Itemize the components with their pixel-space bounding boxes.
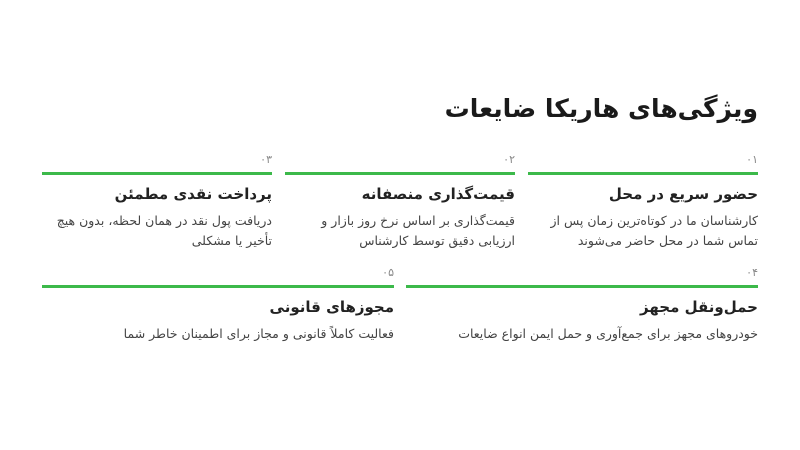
accent-divider: [42, 285, 394, 288]
feature-card-pricing: [285, 152, 515, 251]
feature-description: کارشناسان ما در کوتاه‌ترین زمان پس از تماس شما در محل حاضر می‌شوند: [550, 213, 758, 248]
feature-number: ۰۵: [382, 266, 394, 279]
feature-card-onsite: [528, 152, 758, 251]
accent-divider: [42, 172, 272, 175]
feature-card-transport: [406, 265, 758, 344]
feature-description: دریافت پول نقد در همان لحظه، بدون هیچ تأخیر یا مشکلی: [56, 213, 272, 248]
feature-description: خودروهای مجهز برای جمع‌آوری و حمل ایمن انواع ضایعات: [458, 326, 758, 341]
feature-number: ۰۴: [746, 266, 758, 279]
feature-heading: مجوزهای قانونی: [269, 298, 394, 316]
accent-divider: [285, 172, 515, 175]
feature-number: ۰۲: [503, 153, 515, 166]
accent-divider: [406, 285, 758, 288]
feature-number: ۰۱: [746, 153, 758, 166]
feature-description: فعالیت کاملاً قانونی و مجاز برای اطمینان خاطر شما: [123, 326, 394, 341]
feature-card-licenses: [42, 265, 394, 344]
feature-heading: قیمت‌گذاری منصفانه: [361, 185, 515, 203]
feature-heading: حضور سریع در محل: [608, 185, 758, 203]
feature-number: ۰۳: [260, 153, 272, 166]
feature-description: قیمت‌گذاری بر اساس نرخ روز بازار و ارزیابی دقیق توسط کارشناس: [321, 213, 515, 248]
section-title: ویژگی‌های هاریکا ضایعات: [444, 94, 758, 123]
accent-divider: [528, 172, 758, 175]
feature-heading: پرداخت نقدی مطمئن: [114, 185, 272, 203]
feature-heading: حمل‌ونقل مجهز: [640, 298, 758, 316]
feature-card-payment: [42, 152, 272, 251]
